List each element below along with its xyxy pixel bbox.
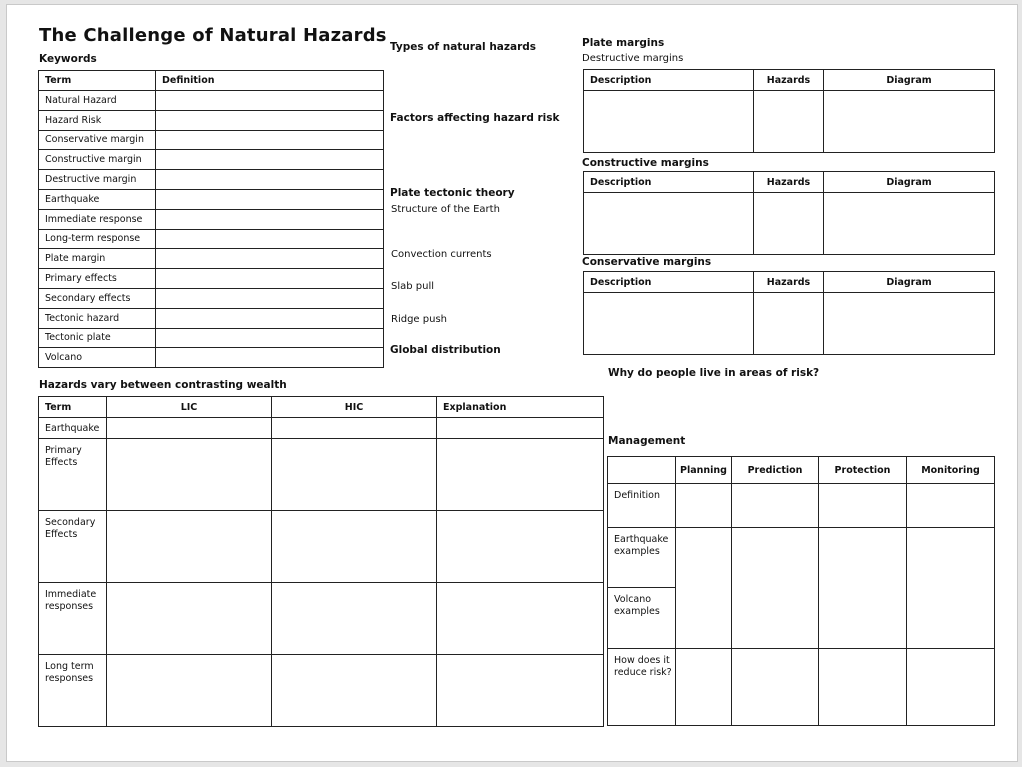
wealth-cell: [437, 439, 604, 511]
conservative-cell: [824, 293, 995, 355]
constructive-margins-label: Constructive margins: [582, 157, 709, 169]
wealth-cell: [107, 583, 272, 655]
structure-label: Structure of the Earth: [391, 204, 500, 215]
management-header-protection: Protection: [819, 457, 907, 484]
keywords-heading: Keywords: [39, 53, 97, 65]
destructive-header-description: Description: [584, 70, 754, 91]
keyword-definition-cell: [156, 91, 384, 111]
keyword-term: Volcano: [39, 348, 156, 368]
management-cell: [907, 484, 995, 528]
worksheet-page: [6, 4, 1018, 762]
destructive-cell: [754, 91, 824, 153]
wealth-cell: [272, 511, 437, 583]
constructive-cell: [584, 193, 754, 255]
management-row-label: Earthquake examples: [608, 528, 676, 588]
destructive-header-diagram: Diagram: [824, 70, 995, 91]
wealth-row-label: Long term responses: [39, 655, 107, 727]
wealth-table: [38, 396, 604, 727]
keyword-term: Hazard Risk: [39, 110, 156, 130]
constructive-header-hazards: Hazards: [754, 172, 824, 193]
wealth-cell: [437, 418, 604, 439]
management-row-label: Definition: [608, 484, 676, 528]
wealth-cell: [437, 511, 604, 583]
wealth-cell: [107, 511, 272, 583]
keyword-term: Destructive margin: [39, 170, 156, 190]
keyword-definition-cell: [156, 328, 384, 348]
wealth-header-hic: HIC: [272, 397, 437, 418]
keyword-definition-cell: [156, 229, 384, 249]
page-title: The Challenge of Natural Hazards: [39, 25, 387, 46]
management-cell: [732, 649, 819, 726]
wealth-cell: [437, 655, 604, 727]
keyword-term: Constructive margin: [39, 150, 156, 170]
keyword-term: Tectonic plate: [39, 328, 156, 348]
management-header-prediction: Prediction: [732, 457, 819, 484]
keyword-term: Earthquake: [39, 189, 156, 209]
keyword-definition-cell: [156, 170, 384, 190]
wealth-row-label: Earthquake: [39, 418, 107, 439]
conservative-cell: [754, 293, 824, 355]
plate-theory-heading: Plate tectonic theory: [390, 187, 515, 199]
constructive-cell: [824, 193, 995, 255]
destructive-table: [583, 69, 995, 153]
slab-pull-label: Slab pull: [391, 281, 435, 292]
management-header-planning: Planning: [676, 457, 732, 484]
wealth-row-label: Secondary Effects: [39, 511, 107, 583]
wealth-cell: [107, 655, 272, 727]
management-row-label: Volcano examples: [608, 588, 676, 649]
wealth-header-lic: LIC: [107, 397, 272, 418]
ridge-push-label: Ridge push: [391, 314, 447, 325]
destructive-header-hazards: Hazards: [754, 70, 824, 91]
constructive-cell: [754, 193, 824, 255]
wealth-heading: Hazards vary between contrasting wealth: [39, 379, 287, 391]
keyword-definition-cell: [156, 209, 384, 229]
wealth-row-label: Primary Effects: [39, 439, 107, 511]
wealth-header-term: Term: [39, 397, 107, 418]
distribution-heading: Global distribution: [390, 344, 501, 356]
keyword-term: Primary effects: [39, 269, 156, 289]
destructive-cell: [584, 91, 754, 153]
wealth-cell: [272, 583, 437, 655]
conservative-header-description: Description: [584, 272, 754, 293]
keyword-definition-cell: [156, 348, 384, 368]
keyword-term: Tectonic hazard: [39, 308, 156, 328]
keyword-definition-cell: [156, 249, 384, 269]
plate-margins-heading: Plate margins: [582, 37, 665, 49]
keywords-header-definition: Definition: [156, 71, 384, 91]
keyword-definition-cell: [156, 110, 384, 130]
keyword-definition-cell: [156, 308, 384, 328]
management-heading: Management: [608, 435, 686, 447]
keyword-definition-cell: [156, 189, 384, 209]
management-cell: [907, 528, 995, 649]
keyword-term: Immediate response: [39, 209, 156, 229]
management-cell: [732, 484, 819, 528]
wealth-cell: [107, 418, 272, 439]
types-heading: Types of natural hazards: [390, 41, 537, 53]
conservative-header-hazards: Hazards: [754, 272, 824, 293]
keyword-definition-cell: [156, 288, 384, 308]
keywords-header-term: Term: [39, 71, 156, 91]
conservative-margins-label: Conservative margins: [582, 256, 712, 268]
wealth-row-label: Immediate responses: [39, 583, 107, 655]
destructive-margins-label: Destructive margins: [582, 53, 684, 64]
management-cell: [819, 649, 907, 726]
keyword-term: Natural Hazard: [39, 91, 156, 111]
management-cell: [676, 649, 732, 726]
keywords-table: [38, 70, 384, 368]
keyword-term: Long-term response: [39, 229, 156, 249]
destructive-cell: [824, 91, 995, 153]
keyword-term: Secondary effects: [39, 288, 156, 308]
wealth-cell: [437, 583, 604, 655]
constructive-header-description: Description: [584, 172, 754, 193]
management-row-label: How does it reduce risk?: [608, 649, 676, 726]
risk-heading: Why do people live in areas of risk?: [608, 367, 820, 379]
management-cell: [907, 649, 995, 726]
keyword-definition-cell: [156, 130, 384, 150]
wealth-cell: [107, 439, 272, 511]
management-header-monitoring: Monitoring: [907, 457, 995, 484]
management-cell: [819, 484, 907, 528]
keyword-term: Plate margin: [39, 249, 156, 269]
constructive-table: [583, 171, 995, 255]
management-cell: [676, 484, 732, 528]
management-cell: [819, 528, 907, 649]
conservative-header-diagram: Diagram: [824, 272, 995, 293]
wealth-header-explanation: Explanation: [437, 397, 604, 418]
keyword-definition-cell: [156, 150, 384, 170]
management-table: [607, 456, 995, 726]
conservative-cell: [584, 293, 754, 355]
wealth-cell: [272, 418, 437, 439]
management-cell: [732, 528, 819, 649]
convection-label: Convection currents: [391, 249, 492, 260]
conservative-table: [583, 271, 995, 355]
keyword-definition-cell: [156, 269, 384, 289]
factors-heading: Factors affecting hazard risk: [390, 112, 560, 124]
keyword-term: Conservative margin: [39, 130, 156, 150]
constructive-header-diagram: Diagram: [824, 172, 995, 193]
management-cell: [676, 528, 732, 649]
wealth-cell: [272, 439, 437, 511]
wealth-cell: [272, 655, 437, 727]
management-header-blank: [608, 457, 676, 484]
